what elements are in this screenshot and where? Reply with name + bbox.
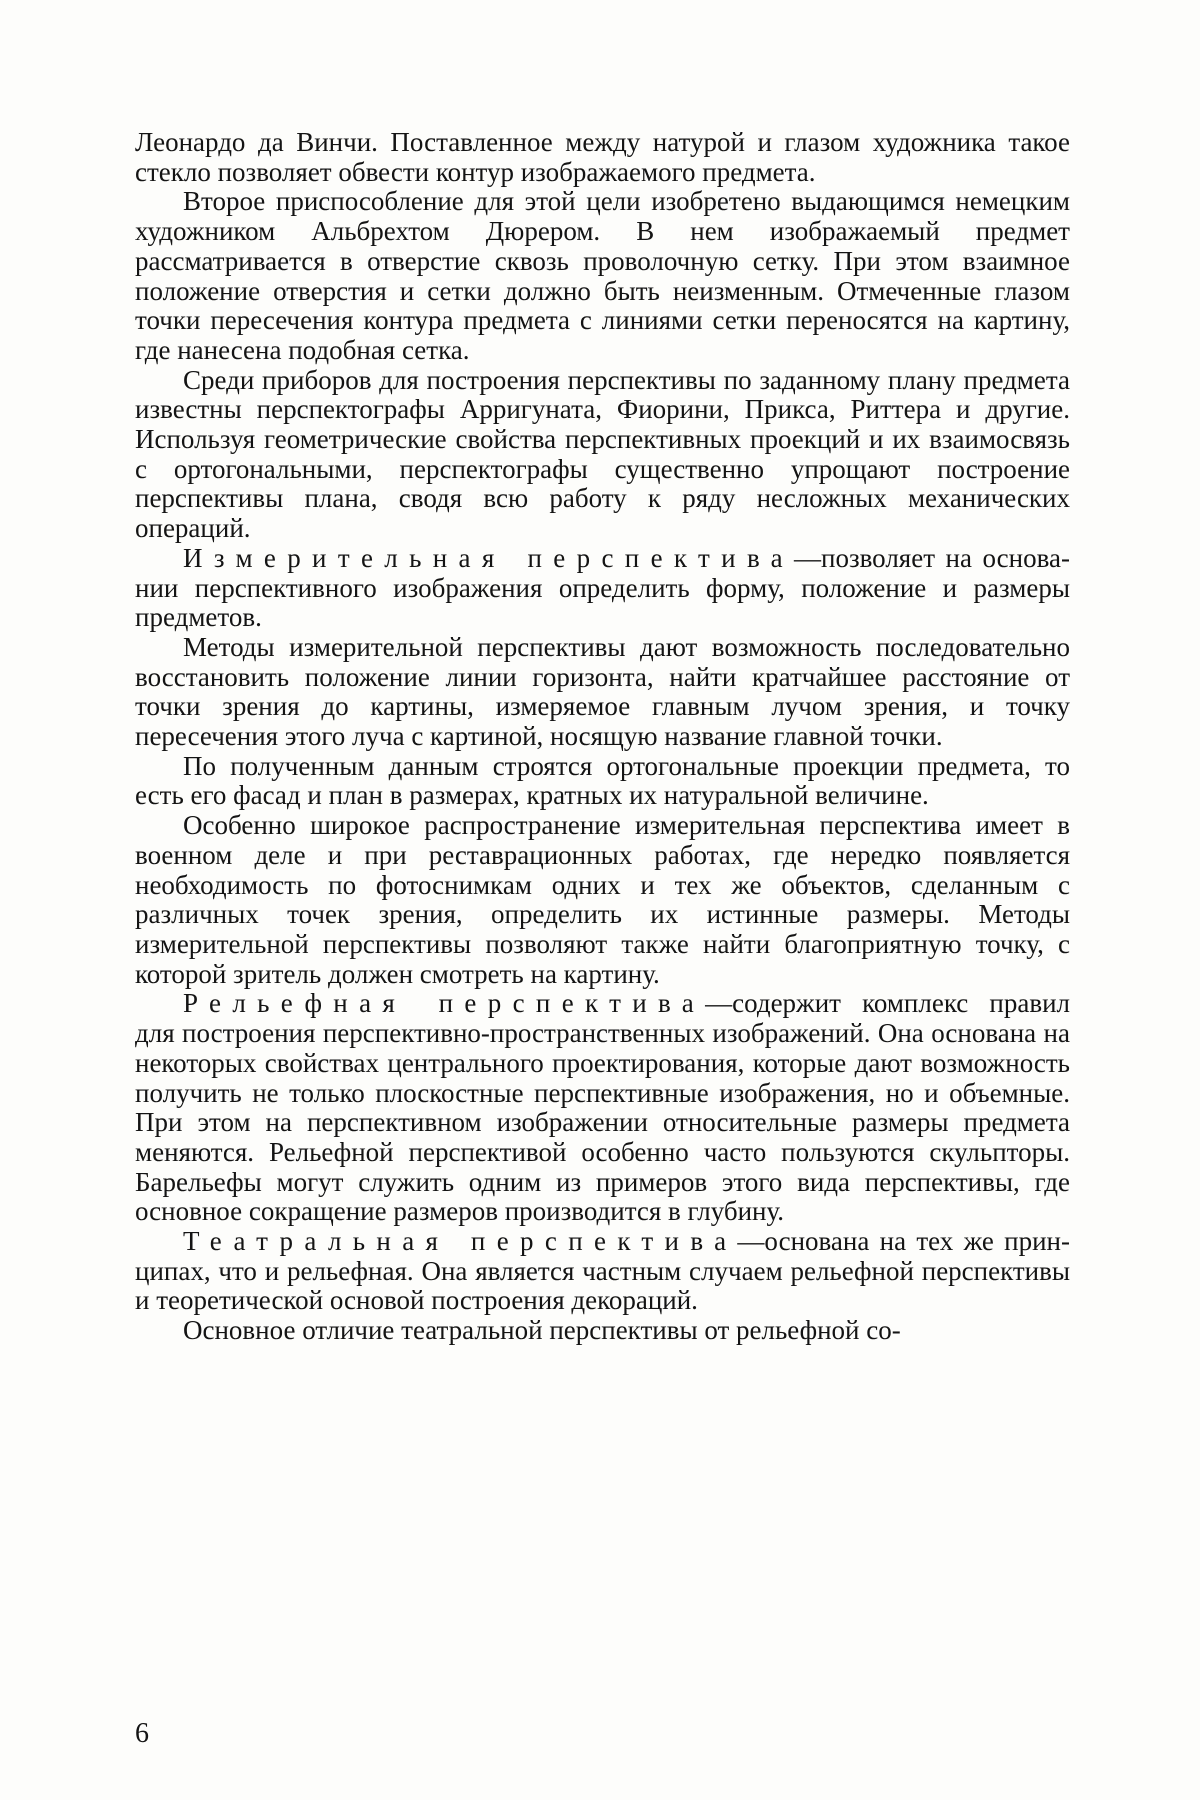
term-relief-perspective: Рельефная перспектива	[183, 988, 706, 1019]
paragraph-measuring-perspective: Измерительная перспектива—позволяет на основании перспективного изображения определить форму, положение и размеры предметов.	[135, 542, 1070, 633]
paragraph-difference: Основное отличие театральной перспективы от рельефной со-	[183, 1315, 901, 1346]
term-theatrical-perspective: Театральная перспектива	[183, 1226, 738, 1257]
page-number: 6	[135, 1718, 149, 1749]
body-text	[135, 128, 1070, 1346]
paragraph-theatrical-perspective: Театральная перспектива—основана на тех же принципах, что и рельефная. Она является частным случаем рельефной перспективы и теоретической основой построения декораций.	[135, 1226, 1070, 1316]
paragraph-perspectographs: Среди приборов для построения перспективы по заданному плану предмета известны перспектографы Арригуната, Фиорини, Прикса, Риттера и другие. Используя геометрические свойства перспективных проекций и их взаимосвязь с ортогональными, перспектографы существенно упрощают построение перспективы плана, сводя всю работу к ряду несложных механических операций.	[135, 364, 1070, 544]
paragraph-durer: Второе приспособление для этой цели изобретено выдающимся немецким художником Альбрехтом Дюрером. В нем изображаемый предмет рассматривается в отверстие сквозь проволочную сетку. При этом взаимное положение отверстия и сетки должно быть неизменным. Отмеченные глазом точки пересечения контура предмета с линиями сетки переносятся на картину, где нанесена подобная сетка.	[135, 186, 1070, 365]
term-measuring-perspective: Измерительная перспектива	[183, 542, 794, 573]
paragraph-leonardo: Леонардо да Винчи. Поставленное между натурой и глазом художника такое стекло позволяет обвести контур изображаемого предмета.	[135, 127, 1070, 187]
paragraph-relief-perspective: Рельефная перспектива—содержит комплекс правил для построения перспективно-пространственных изображений. Она основана на некоторых свойствах центрального проектирования, которые дают возможность получить не только плоскостные перспективные изображения, но и объемные. При этом на перспективном изображении относительные размеры предмета меняются. Рельефной перспективой особенно часто пользуются скульпторы. Барельефы могут служить одним из примеров этого вида перспективы, где основное сокращение размеров производится в глубину.	[135, 988, 1071, 1227]
paragraph-projections: По полученным данным строятся ортогональные проекции предмета, то есть его фасад и план в размерах, кратных их натуральной величине.	[135, 750, 1070, 811]
paragraph-methods: Методы измерительной перспективы дают возможность последовательно восстановить положение линии горизонта, найти кратчайшее расстояние от точки зрения до картины, измеряемое главным лучом зрения, и точку пересечения этого луча с картиной, носящую название главной точки.	[135, 631, 1070, 752]
paragraph-military: Особенно широкое распространение измерительная перспектива имеет в военном деле и при реставрационных работах, где нередко появляется необходимость по фотоснимкам одних и тех же объектов, сделанным с различных точек зрения, определить их истинные размеры. Методы измерительной перспективы позволяют также найти благоприятную точку, с которой зритель должен смотреть на картину.	[135, 810, 1070, 989]
